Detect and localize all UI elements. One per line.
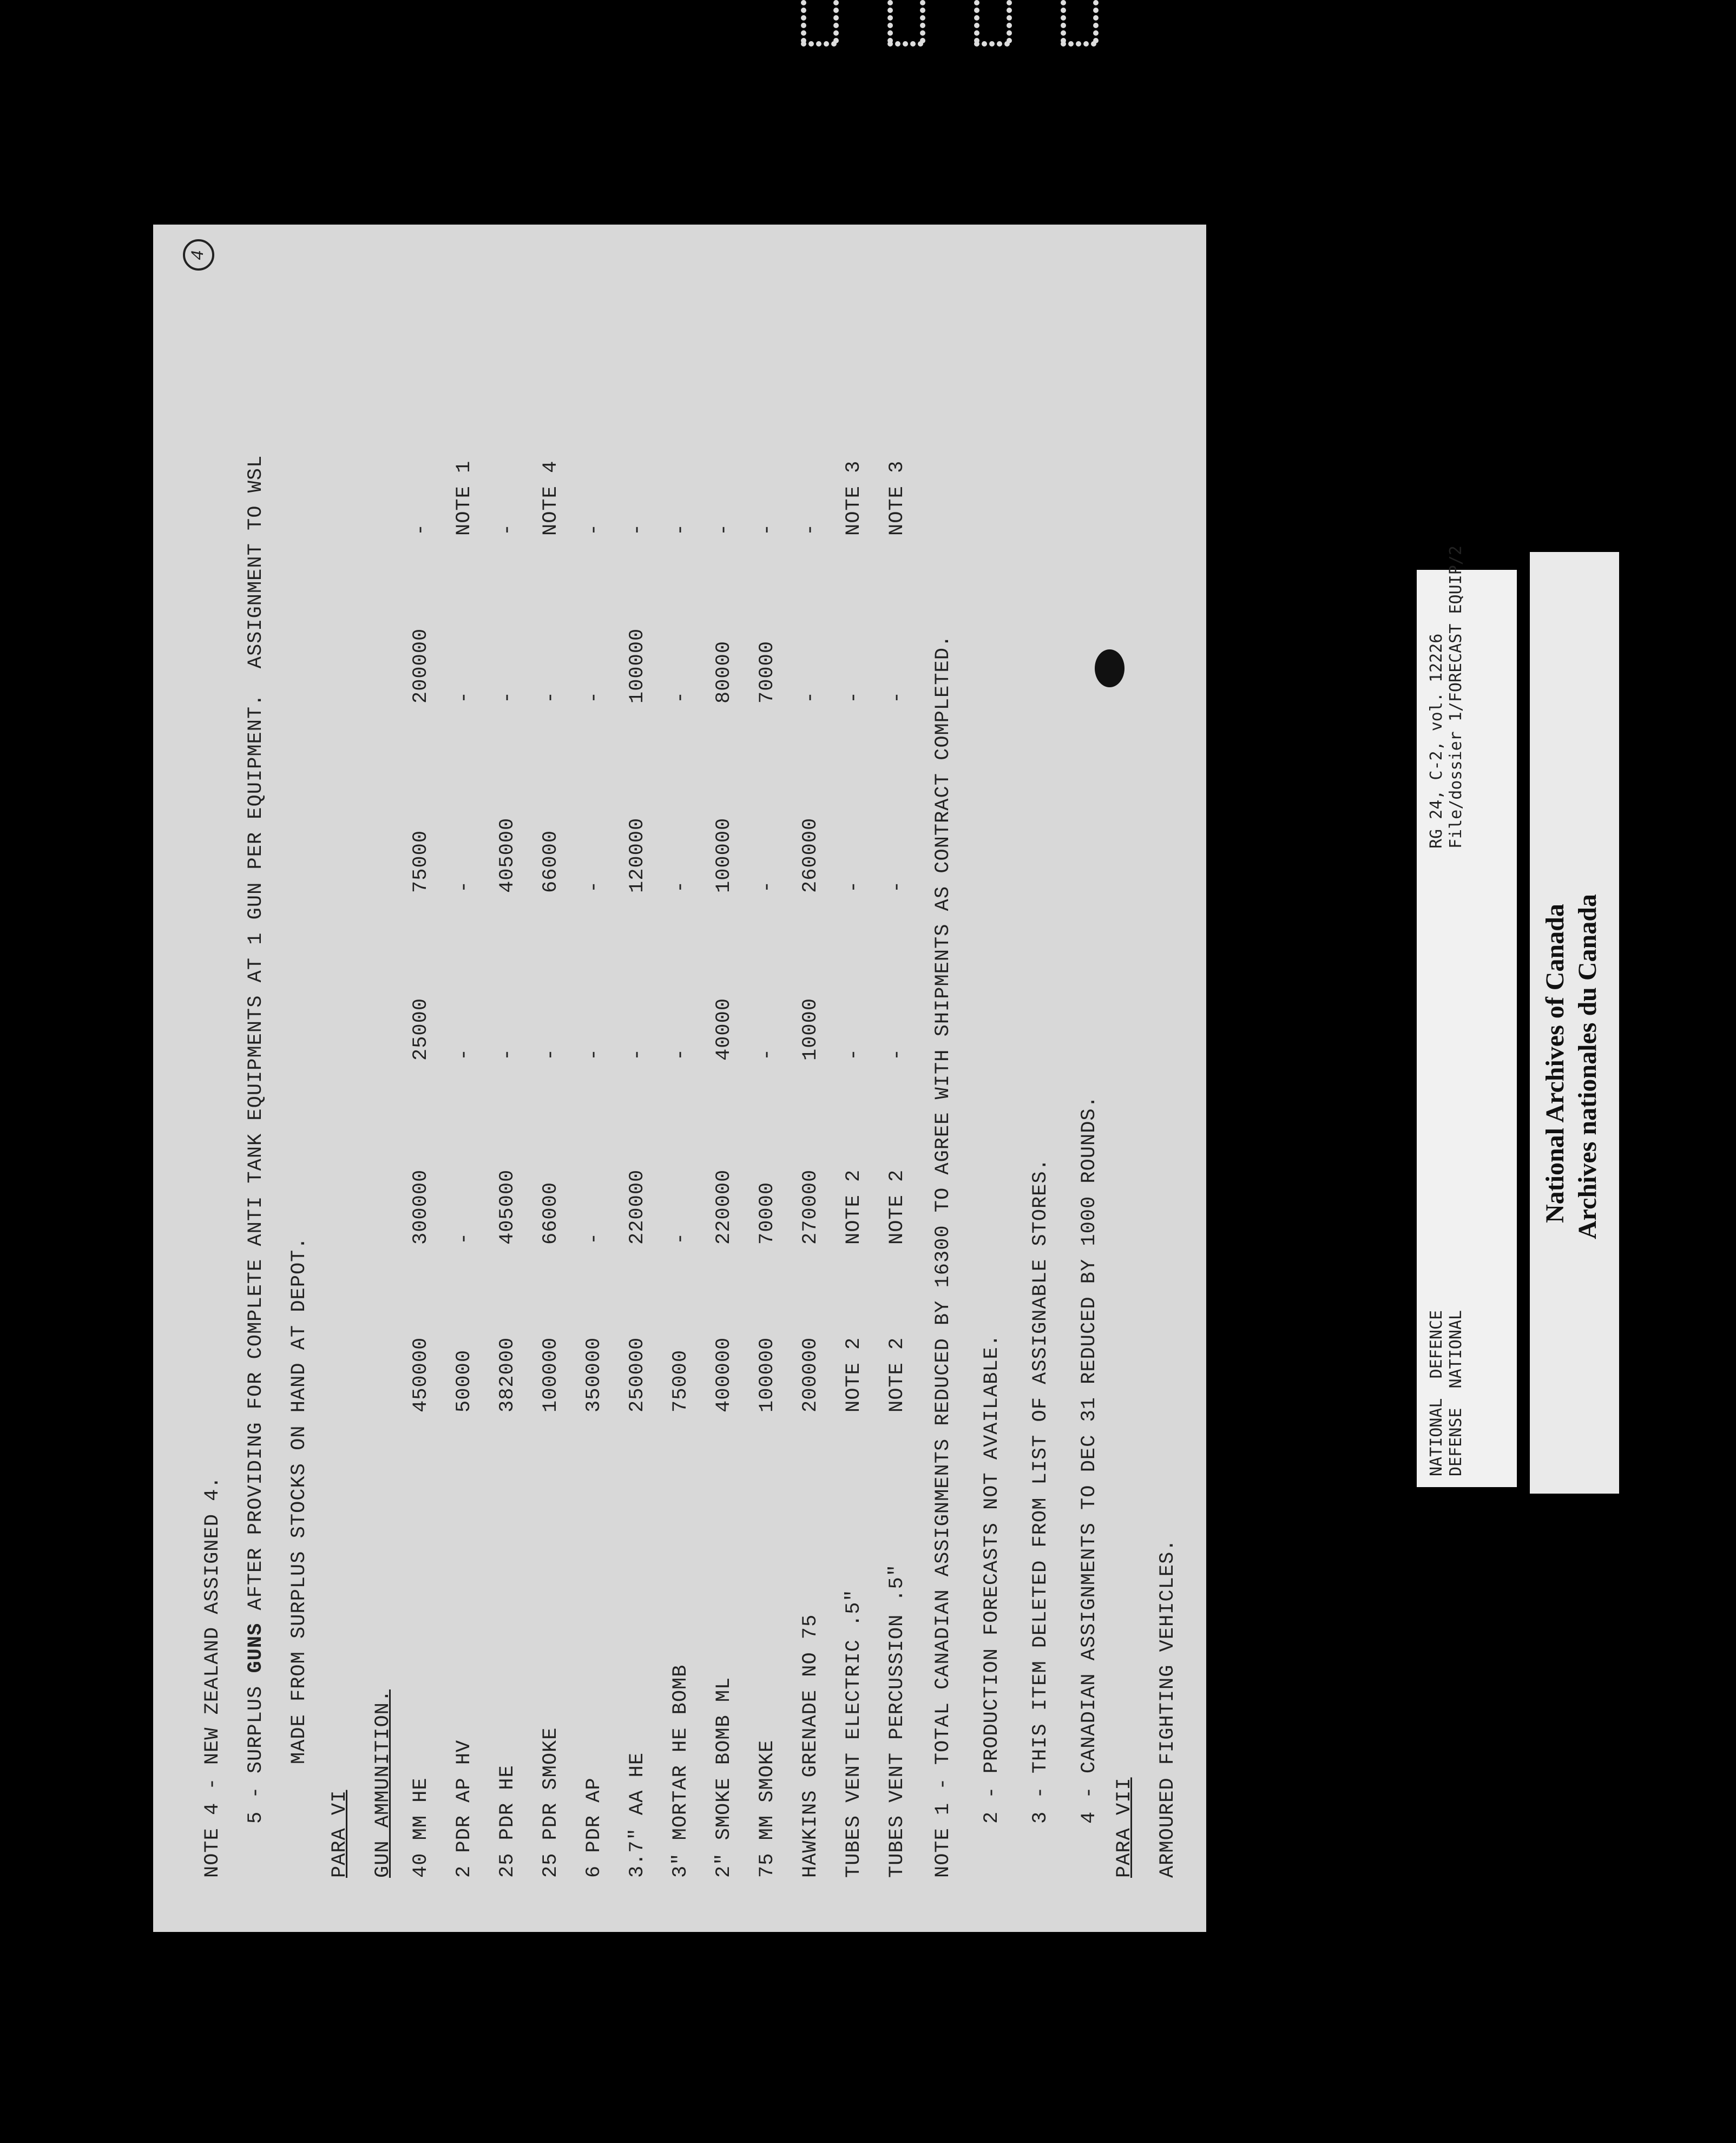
table-cell-col-6: -	[669, 523, 692, 536]
perforation-dot	[1061, 30, 1066, 36]
ink-stain	[1095, 649, 1125, 687]
table-cell-col-5: -	[583, 691, 606, 704]
perforation-dot	[887, 0, 893, 5]
table-cell-col-3: -	[496, 1048, 519, 1061]
archives-name-fr: Archives nationales du Canada	[1573, 894, 1602, 1239]
perforation-dot	[903, 41, 908, 47]
note-1-bottom: NOTE 1 - TOTAL CANADIAN ASSIGNMENTS REDUCED BY 16300 TO AGREE WITH SHIPMENTS AS CONTRACT COMPLETED.	[932, 634, 955, 1878]
table-cell-col-4: -	[453, 880, 476, 893]
table-cell-col-1: 75000	[669, 1349, 692, 1412]
perforation-dot	[1093, 15, 1099, 21]
table-cell-col-2: 300000	[410, 1169, 432, 1245]
table-cell-col-1: 200000	[799, 1337, 822, 1412]
note-5-continuation: MADE FROM SURPLUS STOCKS ON HAND AT DEPOT.	[288, 1237, 311, 1764]
table-row-item-name: TUBES VENT ELECTRIC .5"	[843, 1589, 865, 1878]
archive-reference-label	[1417, 545, 1517, 1487]
table-cell-col-5: -	[886, 691, 909, 704]
table-cell-col-5: -	[453, 691, 476, 704]
table-cell-col-3: -	[540, 1048, 562, 1061]
perforation-dot	[801, 15, 806, 21]
table-cell-col-4: 75000	[410, 830, 432, 893]
table-cell-col-5: 200000	[410, 628, 432, 704]
table-cell-col-6: -	[799, 523, 822, 536]
table-row-item-name: 3" MORTAR HE BOMB	[669, 1664, 692, 1878]
perforation-dot	[1007, 30, 1012, 36]
table-cell-col-4: 120000	[626, 817, 649, 893]
table-row-item-name: 40 MM HE	[410, 1777, 432, 1878]
perforation-dot	[801, 41, 806, 47]
perforation-dot	[801, 0, 806, 5]
table-cell-col-2: 220000	[626, 1169, 649, 1245]
archives-name-en: National Archives of Canada	[1541, 904, 1569, 1223]
table-cell-col-5: -	[669, 691, 692, 704]
table-row-item-name: 75 MM SMOKE	[756, 1739, 779, 1878]
table-cell-col-6: -	[756, 523, 779, 536]
perforation-dot	[974, 23, 979, 28]
table-cell-col-1: 250000	[626, 1337, 649, 1412]
perforation-dot	[974, 15, 979, 21]
perforation-dot	[801, 23, 806, 28]
perforation-dot	[920, 0, 925, 5]
table-cell-col-3: -	[843, 1048, 865, 1061]
perforation-dot	[1068, 41, 1074, 47]
perforation-dot	[1093, 0, 1099, 5]
table-cell-col-3: -	[886, 1048, 909, 1061]
archive-reference-line-2: File/dossier 1/FORECAST EQUIP/2	[1446, 545, 1465, 849]
table-cell-col-2: -	[583, 1232, 606, 1245]
perforation-dot	[1061, 8, 1066, 13]
perforation-dot	[1061, 23, 1066, 28]
table-cell-col-3: 25000	[410, 997, 432, 1061]
table-cell-col-4: -	[756, 880, 779, 893]
table-cell-col-6: -	[583, 523, 606, 536]
department-name-en: NATIONAL DEFENCE	[1427, 1310, 1446, 1476]
para-vi-heading: PARA VI	[328, 1790, 351, 1878]
perforation-dot	[1007, 23, 1012, 28]
section-title-armoured-fighting-vehicles: ARMOURED FIGHTING VEHICLES.	[1156, 1539, 1179, 1878]
perforation-dot	[982, 41, 987, 47]
table-cell-col-5: -	[799, 691, 822, 704]
table-cell-col-5: -	[496, 691, 519, 704]
table-cell-col-3: -	[756, 1048, 779, 1061]
perforation-dot	[831, 41, 837, 47]
table-cell-col-1: 450000	[410, 1337, 432, 1412]
table-row-item-name: 2 PDR AP HV	[453, 1739, 476, 1878]
perforation-dot	[833, 0, 839, 5]
note-4-top: NOTE 4 - NEW ZEALAND ASSIGNED 4.	[201, 1476, 224, 1878]
table-cell-col-6: -	[713, 523, 735, 536]
department-name-fr: DEFENSE NATIONAL	[1446, 1310, 1465, 1476]
perforation-dot	[1093, 8, 1099, 13]
table-cell-col-2: NOTE 2	[886, 1169, 909, 1245]
table-cell-col-3: 40000	[713, 997, 735, 1061]
perforation-dot	[833, 15, 839, 21]
table-row-item-name: 25 PDR SMOKE	[540, 1727, 562, 1878]
table-cell-col-1: 350000	[583, 1337, 606, 1412]
perforation-dot	[910, 41, 916, 47]
table-cell-col-2: -	[453, 1232, 476, 1245]
table-cell-col-2: 70000	[756, 1181, 779, 1245]
perforation-dot	[1061, 0, 1066, 5]
perforation-dot	[1093, 30, 1099, 36]
film-perforation-marks	[801, 0, 1147, 49]
table-cell-col-5: 100000	[626, 628, 649, 704]
table-cell-col-6: NOTE 3	[843, 460, 865, 536]
perforation-dot	[920, 23, 925, 28]
table-cell-col-2: 270000	[799, 1169, 822, 1245]
perforation-dot	[974, 8, 979, 13]
table-row-item-name: 2" SMOKE BOMB ML	[713, 1677, 735, 1878]
perforation-dot	[801, 30, 806, 36]
perforation-dot	[918, 41, 923, 47]
table-cell-col-1: 100000	[756, 1337, 779, 1412]
table-cell-col-4: -	[669, 880, 692, 893]
table-cell-col-1: NOTE 2	[886, 1337, 909, 1412]
perforation-dot	[887, 8, 893, 13]
table-cell-col-4: 260000	[799, 817, 822, 893]
table-cell-col-5: -	[540, 691, 562, 704]
perforation-dot	[1061, 15, 1066, 21]
table-cell-col-3: -	[453, 1048, 476, 1061]
table-cell-col-3: -	[669, 1048, 692, 1061]
table-cell-col-4: 405000	[496, 817, 519, 893]
perforation-dot	[1004, 41, 1010, 47]
perforation-dot	[801, 8, 806, 13]
national-archives-label	[1530, 552, 1619, 1494]
perforation-dot	[920, 30, 925, 36]
table-cell-col-5: 70000	[756, 640, 779, 704]
table-cell-col-1: 400000	[713, 1337, 735, 1412]
perforation-dot	[1093, 23, 1099, 28]
note-3-bottom: 3 - THIS ITEM DELETED FROM LIST OF ASSIGNABLE STORES.	[1029, 1158, 1052, 1824]
perforation-dot	[808, 41, 814, 47]
table-cell-col-4: 66000	[540, 830, 562, 893]
perforation-dot	[1007, 15, 1012, 21]
table-row-item-name: TUBES VENT PERCUSSION .5"	[886, 1563, 909, 1878]
perforation-dot	[1007, 8, 1012, 13]
perforation-dot	[833, 30, 839, 36]
table-cell-col-1: 100000	[540, 1337, 562, 1412]
note-2-bottom: 2 - PRODUCTION FORECASTS NOT AVAILABLE.	[981, 1334, 1003, 1824]
table-cell-col-3: 10000	[799, 997, 822, 1061]
table-cell-col-6: NOTE 4	[540, 460, 562, 536]
table-cell-col-3: -	[626, 1048, 649, 1061]
table-cell-col-5: 80000	[713, 640, 735, 704]
table-cell-col-6: NOTE 3	[886, 460, 909, 536]
table-cell-col-2: NOTE 2	[843, 1169, 865, 1245]
table-cell-col-6: NOTE 1	[453, 460, 476, 536]
perforation-dot	[824, 41, 829, 47]
note-4-bottom: 4 - CANADIAN ASSIGNMENTS TO DEC 31 REDUCED BY 1000 ROUNDS.	[1078, 1095, 1101, 1824]
perforation-dot	[816, 41, 821, 47]
circled-page-mark: 4	[183, 239, 214, 271]
perforation-dot	[1076, 41, 1081, 47]
perforation-dot	[1007, 0, 1012, 5]
perforation-dot	[997, 41, 1002, 47]
table-cell-col-4: -	[583, 880, 606, 893]
table-cell-col-5: -	[843, 691, 865, 704]
table-cell-col-2: 405000	[496, 1169, 519, 1245]
table-cell-col-1: 382000	[496, 1337, 519, 1412]
table-row-item-name: HAWKINS GRENADE NO 75	[799, 1614, 822, 1878]
table-cell-col-4: 100000	[713, 817, 735, 893]
table-cell-col-2: 66000	[540, 1181, 562, 1245]
perforation-dot	[1083, 41, 1089, 47]
table-cell-col-3: -	[583, 1048, 606, 1061]
perforation-dot	[974, 30, 979, 36]
para-vii-heading: PARA VII	[1113, 1777, 1136, 1878]
table-cell-col-1: 50000	[453, 1349, 476, 1412]
perforation-dot	[833, 23, 839, 28]
perforation-dot	[974, 41, 979, 47]
table-row-item-name: 25 PDR HE	[496, 1765, 519, 1878]
perforation-dot	[974, 0, 979, 5]
table-cell-col-6: -	[410, 523, 432, 536]
section-title-gun-ammunition: GUN AMMUNITION.	[372, 1689, 394, 1878]
table-cell-col-2: -	[669, 1232, 692, 1245]
table-row-item-name: 3.7" AA HE	[626, 1752, 649, 1878]
perforation-dot	[895, 41, 900, 47]
table-cell-col-6: -	[626, 523, 649, 536]
perforation-dot	[887, 23, 893, 28]
perforation-dot	[1061, 41, 1066, 47]
table-cell-col-4: -	[843, 880, 865, 893]
table-cell-col-1: NOTE 2	[843, 1337, 865, 1412]
perforation-dot	[887, 15, 893, 21]
perforation-dot	[989, 41, 995, 47]
typed-document-page	[153, 225, 1206, 1932]
perforation-dot	[833, 8, 839, 13]
note-5: 5 - SURPLUS GUNS AFTER PROVIDING FOR COMPLETE ANTI TANK EQUIPMENTS AT 1 GUN PER EQUIPMENT. ASSIGNMENT TO WSL	[245, 455, 267, 1824]
archive-reference-line-1: RG 24, C-2, vol. 12226	[1427, 633, 1446, 849]
table-row-item-name: 6 PDR AP	[583, 1777, 606, 1878]
perforation-dot	[920, 15, 925, 21]
perforation-dot	[920, 8, 925, 13]
table-cell-col-4: -	[886, 880, 909, 893]
perforation-dot	[887, 30, 893, 36]
document-content	[153, 225, 1206, 1932]
table-cell-col-2: 220000	[713, 1169, 735, 1245]
perforation-dot	[887, 41, 893, 47]
table-cell-col-6: -	[496, 523, 519, 536]
perforation-dot	[1091, 41, 1096, 47]
